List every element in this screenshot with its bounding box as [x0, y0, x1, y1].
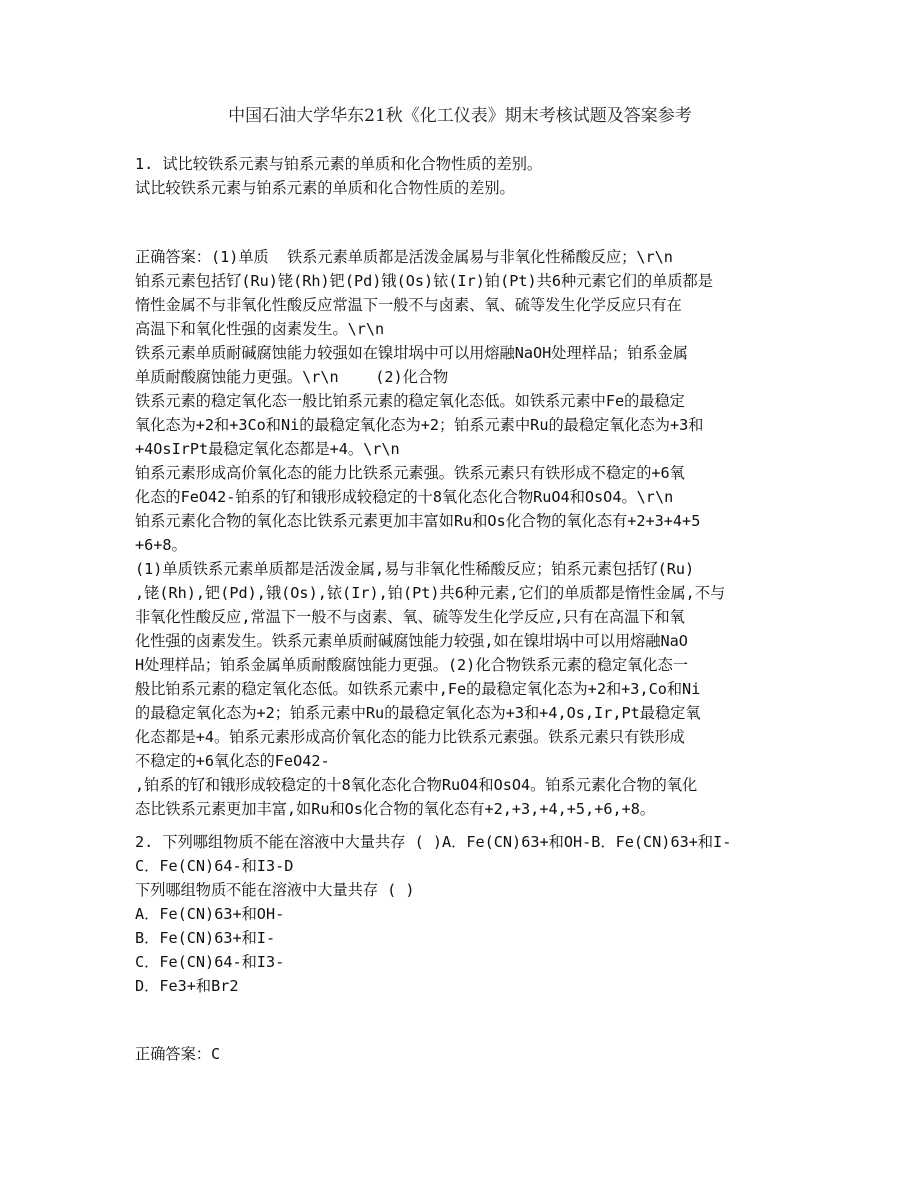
option-d: D．Fe3+和Br2 [135, 977, 239, 995]
answer-text-line: 化态的FeO42-铂系的钌和锇形成较稳定的十8氧化态化合物RuO4和OsO4。\r\n [135, 488, 674, 506]
answer-text-line: 不稳定的+6氧化态的FeO42- [135, 752, 330, 770]
question-text-line: 1. 试比较铁系元素与铂系元素的单质和化合物性质的差别。 [135, 155, 543, 173]
question-2 [135, 830, 795, 998]
answer-text-line: 般比铂系元素的稳定氧化态低。如铁系元素中,Fe的最稳定氧化态为+2和+3,Co和Ni [135, 680, 701, 698]
answer-text-line: 非氧化性酸反应,常温下一般不与卤素、氧、硫等发生化学反应,只有在高温下和氧 [135, 608, 685, 626]
answer-text-line: 高温下和氧化性强的卤素发生。\r\n [135, 320, 385, 338]
answer-text-line: 化性强的卤素发生。铁系元素单质耐碱腐蚀能力较强,如在镍坩埚中可以用熔融NaO [135, 632, 688, 650]
answer-text-line: +4OsIrPt最稳定氧化态都是+4。\r\n [135, 440, 400, 458]
answer-text-line: ,铂系的钌和锇形成较稳定的十8氧化态化合物RuO4和OsO4。铂系元素化合物的氧化 [135, 776, 698, 794]
answer-1 [135, 245, 795, 821]
question-1 [135, 152, 795, 200]
answer-text-line: +6+8。 [135, 536, 187, 554]
answer-text-line: (1)单质铁系元素单质都是活泼金属,易与非氧化性稀酸反应；铂系元素包括钌(Ru) [135, 560, 695, 578]
page-title: 中国石油大学华东21秋《化工仪表》期末考核试题及答案参考 [228, 106, 692, 126]
answer-text-line: H处理样品；铂系金属单质耐酸腐蚀能力更强。(2)化合物铁系元素的稳定氧化态一 [135, 656, 688, 674]
answer-text-line: 惰性金属不与非氧化性酸反应常温下一般不与卤素、氧、硫等发生化学反应只有在 [135, 296, 682, 314]
question-text-line: 下列哪组物质不能在溶液中大量共存 ( ) [135, 881, 415, 899]
answer-text-line: 单质耐酸腐蚀能力更强。\r\n (2)化合物 [135, 368, 449, 386]
question-text-line: 试比较铁系元素与铂系元素的单质和化合物性质的差别。 [135, 179, 515, 197]
answer-text-line: 的最稳定氧化态为+2；铂系元素中Ru的最稳定氧化态为+3和+4,Os,Ir,Pt最稳定氧 [135, 704, 701, 722]
answer-text-line: 正确答案：(1)单质 铁系元素单质都是活泼金属易与非氧化性稀酸反应；\r\n [135, 248, 673, 266]
answer-text-line: 正确答案：C [135, 1045, 221, 1063]
option-a: A．Fe(CN)63+和OH- [135, 905, 285, 923]
answer-text-line: ,铑(Rh),钯(Pd),锇(Os),铱(Ir),铂(Pt)共6种元素,它们的单质都是惰性金属,不与 [135, 584, 726, 602]
answer-text-line: 氧化态为+2和+3Co和Ni的最稳定氧化态为+2；铂系元素中Ru的最稳定氧化态为+3和 [135, 416, 704, 434]
answer-text-line: 化态都是+4。铂系元素形成高价氧化态的能力比铁系元素强。铁系元素只有铁形成 [135, 728, 685, 746]
answer-text-line: 铁系元素的稳定氧化态一般比铂系元素的稳定氧化态低。如铁系元素中Fe的最稳定 [135, 392, 685, 410]
question-text-line: C．Fe(CN)64-和I3-D [135, 857, 294, 875]
answer-text-line: 铁系元素单质耐碱腐蚀能力较强如在镍坩埚中可以用熔融NaOH处理样品；铂系金属 [135, 344, 688, 362]
answer-text-line: 铂系元素包括钌(Ru)铑(Rh)钯(Pd)锇(Os)铱(Ir)铂(Pt)共6种元素它们的单质都是 [135, 272, 713, 290]
answer-text-line: 态比铁系元素更加丰富,如Ru和Os化合物的氧化态有+2,+3,+4,+5,+6,+8。 [135, 800, 656, 818]
answer-2 [135, 1042, 795, 1066]
question-text-line: 2. 下列哪组物质不能在溶液中大量共存 ( )A．Fe(CN)63+和OH-B．Fe(CN)63+和I- [135, 833, 732, 851]
answer-text-line: 铂系元素形成高价氧化态的能力比铁系元素强。铁系元素只有铁形成不稳定的+6氧 [135, 464, 685, 482]
option-c: C．Fe(CN)64-和I3- [135, 953, 285, 971]
option-b: B．Fe(CN)63+和I- [135, 929, 276, 947]
answer-text-line: 铂系元素化合物的氧化态比铁系元素更加丰富如Ru和Os化合物的氧化态有+2+3+4+5 [135, 512, 701, 530]
